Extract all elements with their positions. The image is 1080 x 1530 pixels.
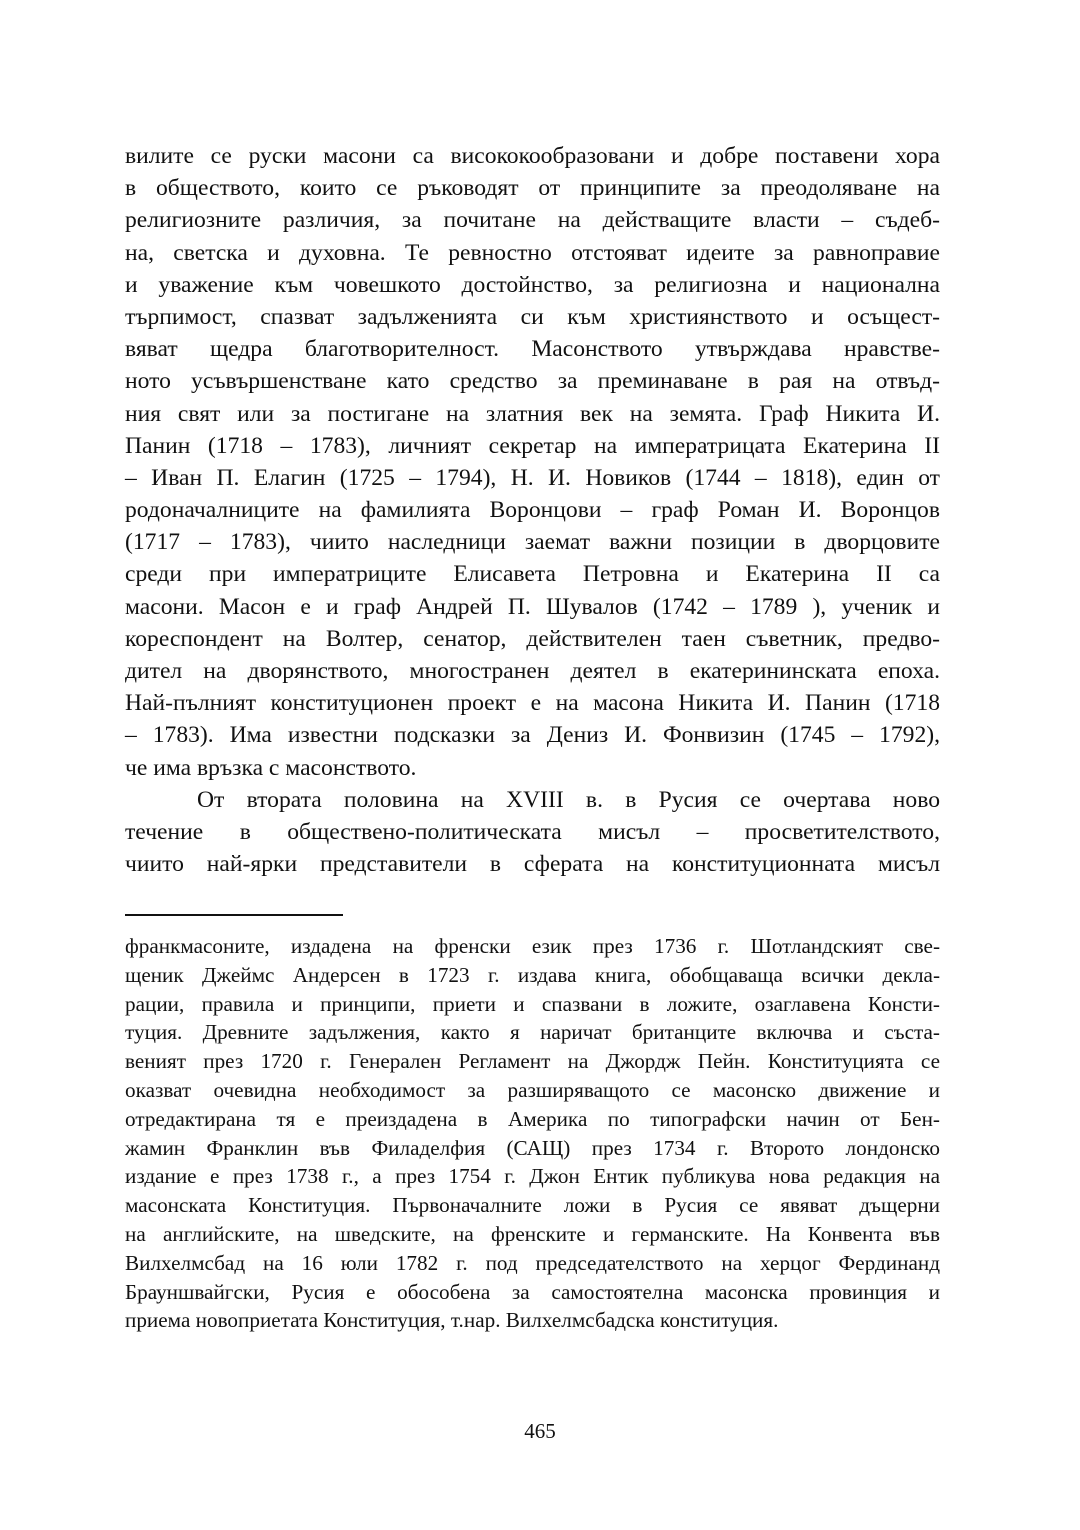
text-line: и уважение към човешкото достойнство, за религиозна и национална [125,271,940,298]
text-line: на, светска и духовна. Те ревностно отстояват идеите за равноправие [125,239,940,266]
text-line: в обществото, които се ръководят от принципите за преодоляване на [125,175,940,202]
text-line: че има връзка с масонството. [125,754,417,781]
text-line: дител на дворянството, многостранен деятел в екатерининската епоха. [125,658,940,684]
footnote-line: приема новоприетата Конституция, т.нар. Вилхелмсбадска конституция. [125,1308,779,1333]
footnote-line: оказват очевидна необходимост за разширяващото се масонско движение и [125,1077,940,1102]
footnote-line: отредактирана тя е преиздадена в Америка по типографски начин от Бен- [125,1106,940,1131]
footnote-line: Брауншвайгски, Русия е обособена за самостоятелна масонска провинция и [125,1279,940,1304]
main-text-block [125,140,940,880]
footnote-line: Вилхелмсбад на 16 юли 1782 г. под председателството на херцог Фердинанд [125,1250,940,1275]
paragraph-start-line: От втората половина на XVIII в. в Русия се очертава ново [197,786,940,813]
text-line: Панин (1718 – 1783), личният секретар на императрицата Екатерина II [125,432,940,459]
text-line: течение в обществено-политическата мисъл – просветителството, [125,818,940,845]
footnote-line: на английските, на шведските, на френските и германските. На Конвента във [125,1221,940,1246]
footnote-line: издание е през 1738 г., а през 1754 г. Джон Ентик публикува нова редакция на [125,1164,940,1189]
page-number: 465 [524,1419,556,1443]
footnote-line: франкмасоните, издадена на френски език през 1736 г. Шотландският све- [125,934,940,958]
text-line: масони. Масон е и граф Андрей П. Шувалов (1742 – 1789 ), ученик и [125,593,940,620]
text-line: ното усъвършенстване като средство за преминаване в рая на отвъд- [125,368,940,395]
footnote-line: жамин Франклин във Филаделфия (САЩ) през 1734 г. Второто лондонско [125,1135,940,1160]
text-line: родоначалниците на фамилията Воронцови – граф Роман И. Воронцов [125,497,940,524]
text-line: кореспондент на Волтер, сенатор, действителен таен съветник, предво- [125,625,940,652]
text-line: среди при императриците Елисавета Петровна и Екатерина II са [125,561,940,588]
footnote-line: масонската Конституция. Първоначалните ложи в Русия се явяват дъщерни [125,1193,940,1218]
text-line: вяват щедра благотворителност. Масонството утвърждава нравстве- [125,336,940,363]
text-line: чиито най-ярки представители в сферата на конституционната мисъл [125,851,940,878]
text-line: (1717 – 1783), чиито наследници заемат важни позиции в дворцовите [125,529,940,556]
footnote-line: веният през 1720 г. Генерален Регламент на Джордж Пейн. Конституцията се [125,1049,940,1074]
footnote-block [125,932,940,1335]
footnote-separator [125,914,343,916]
footnote-line: туция. Древните задължения, както я наричат британците включва и съста- [125,1020,940,1045]
text-line: ния свят или за постигане на златния век на земята. Граф Никита И. [125,400,940,427]
footnote-line: рации, правила и принципи, приети и спазвани в ложите, озаглавена Консти- [125,991,940,1016]
footnote-line: щеник Джеймс Андерсен в 1723 г. издава книга, обобщаваща всички декла- [125,962,940,987]
text-line: Най-пълният конституционен проект е на масона Никита И. Панин (1718 [125,690,940,717]
text-line: религиозните различия, за почитане на действащите власти – съдеб- [125,207,940,234]
text-line: – Иван П. Елагин (1725 – 1794), Н. И. Новиков (1744 – 1818), един от [125,464,940,491]
text-line: търпимост, спазват задълженията си към християнството и осъщест- [125,303,940,330]
text-line: – 1783). Има известни подсказки за Дениз И. Фонвизин (1745 – 1792), [125,722,940,749]
text-line: вилите се руски масони са висококообразовани и добре поставени хора [125,143,940,169]
